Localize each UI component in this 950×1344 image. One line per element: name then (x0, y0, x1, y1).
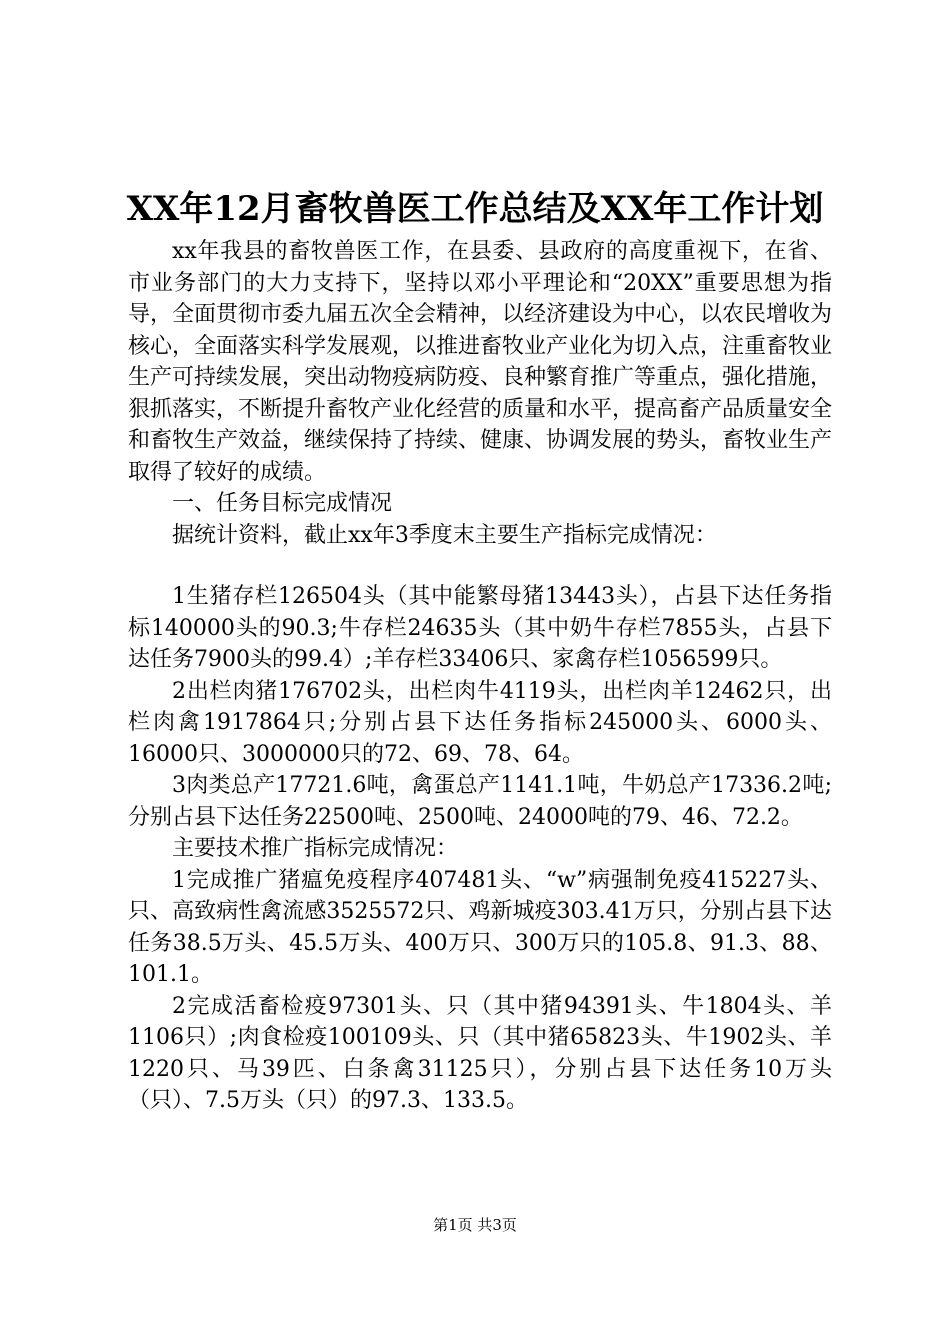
page-footer: 第1页 共3页 (433, 1216, 517, 1234)
section-heading-task-goals: 一、任务目标完成情况 (172, 491, 393, 516)
paragraph-statistics-lead: 据统计资料，截止xx年3季度末主要生产指标完成情况： (172, 522, 717, 548)
document-title: XX年12月畜牧兽医工作总结及XX年工作计划 (126, 189, 824, 229)
paragraph-immunization: 1完成推广猪瘟免疫程序407481头、“w”病强制免疫415227头、只、高致病性禽流感3525572只、鸡新城疫303.41万只，分别占县下达任务38.5万头、45.5万头、400万只、300万只的105.8、91.3、88、101.1。 (128, 867, 832, 987)
paragraph-livestock-stock: 1生猪存栏126504头（其中能繁母猪13443头），占县下达任务指标140000头的90.3;牛存栏24635头（其中奶牛存栏7855头，占县下达任务7900头的99.4）;羊存栏33406只、家禽存栏1056599只。 (128, 584, 832, 672)
document-body (128, 236, 832, 1117)
paragraph-slaughter-output: 2出栏肉猪176702头，出栏肉牛4119头，出栏肉羊12462只，出栏肉禽1917864只;分别占县下达任务指标245000头、6000头、16000只、3000000只的72、69、78、64。 (128, 678, 832, 767)
paragraph-quarantine: 2完成活畜检疫97301头、只（其中猪94391头、牛1804头、羊1106只）;肉食检疫100109头、只（其中猪65823头、牛1902头、羊1220只、马39匹、白条禽31125只），分别占县下达任务10万头（只）、7.5万头（只）的97.3、133.5。 (128, 993, 832, 1113)
paragraph-meat-egg-milk: 3肉类总产17721.6吨，禽蛋总产1141.1吨，牛奶总产17336.2吨;分别占县下达任务22500吨、2500吨、24000吨的79、46、72.2。 (128, 773, 832, 830)
paragraph-intro: xx年我县的畜牧兽医工作，在县委、县政府的高度重视下，在省、市业务部门的大力支持下，坚持以邓小平理论和“20XX”重要思想为指导，全面贯彻市委九届五次全会精神，以经济建设为中心，以农民增收为核心，全面落实科学发展观，以推进畜牧业产业化为切入点，注重畜牧业生产可持续发展，突出动物疫病防疫、良种繁育推广等重点，强化措施，狠抓落实，不断提升畜牧产业化经营的质量和水平，提高畜产品质量安全和畜牧生产效益，继续保持了持续、健康、协调发展的势头，畜牧业生产取得了较好的成绩。 (128, 239, 833, 485)
section-heading-tech-promotion: 主要技术推广指标完成情况： (172, 836, 459, 861)
